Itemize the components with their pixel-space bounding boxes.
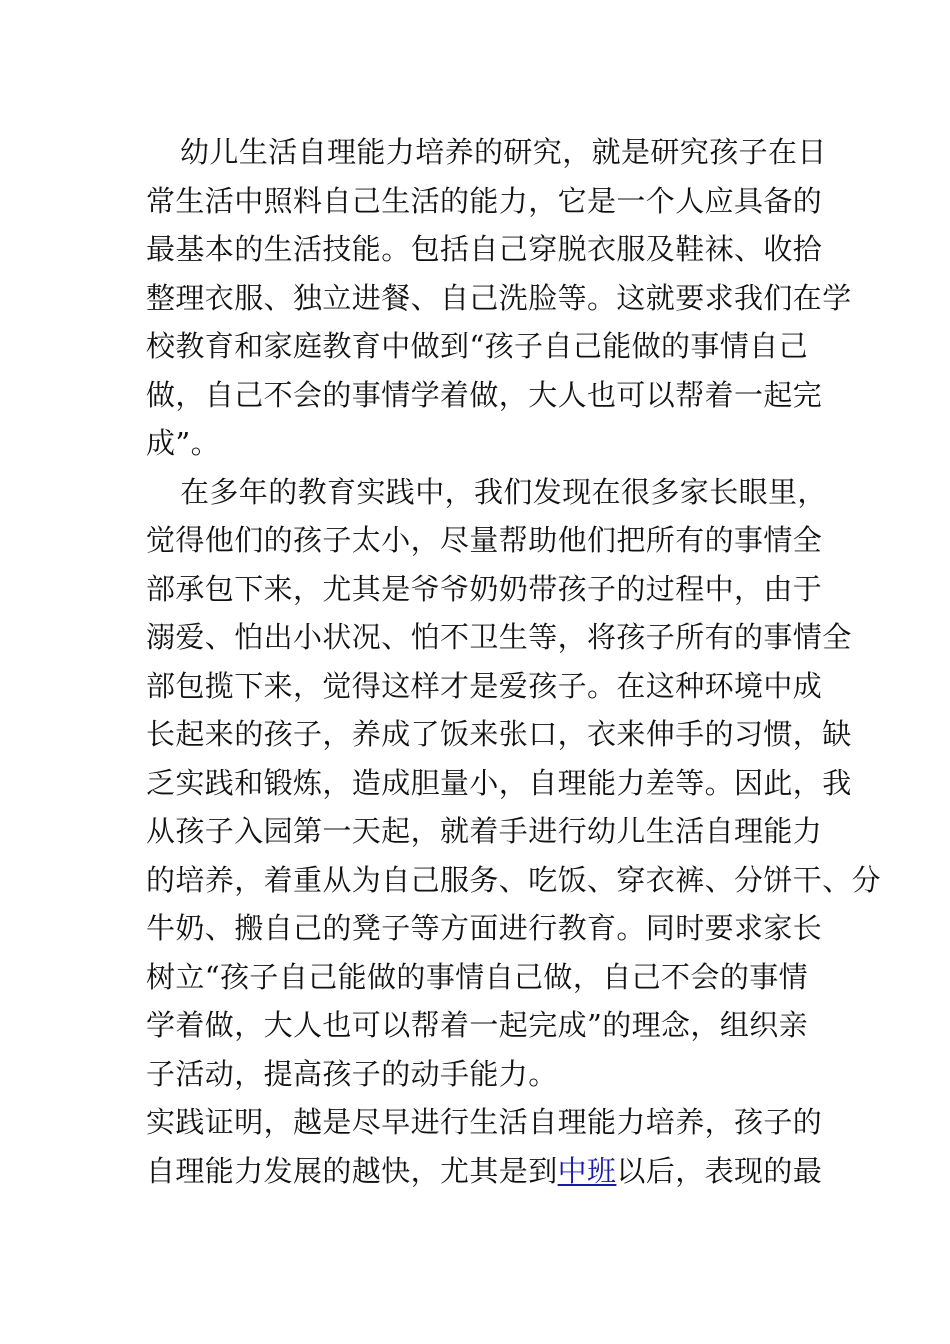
document-body xyxy=(146,128,882,1195)
text-line: 幼儿生活自理能力培养的研究，就是研究孩子在日 xyxy=(180,135,827,169)
text-line: 的培养，着重从为自己服务、吃饭、穿衣裤、分饼干、分 xyxy=(146,862,882,897)
text-line-with-link xyxy=(146,1147,823,1196)
text-line: 牛奶、搬自己的凳子等方面进行教育。同时要求家长 xyxy=(146,911,823,945)
text-line: 在多年的教育实践中，我们发现在很多家长眼里， xyxy=(180,474,827,509)
text-line: 部承包下来，尤其是爷爷奶奶带孩子的过程中，由于 xyxy=(146,571,823,606)
text-line: 子活动，提高孩子的动手能力。 xyxy=(146,1056,558,1091)
text-line: 实践证明，越是尽早进行生活自理能力培养，孩子的 xyxy=(146,1105,823,1139)
text-line: 长起来的孩子，养成了饭来张口，衣来伸手的习惯，缺 xyxy=(146,717,852,751)
text-line: 树立“孩子自己能做的事情自己做，自己不会的事情 xyxy=(146,959,809,994)
text-line: 最基本的生活技能。包括自己穿脱衣服及鞋袜、收拾 xyxy=(146,232,823,266)
hyperlink-zhongban[interactable]: 中班 xyxy=(557,1153,617,1188)
text-line: 常生活中照料自己生活的能力，它是一个人应具备的 xyxy=(146,183,823,218)
text-line: 校教育和家庭教育中做到“孩子自己能做的事情自己 xyxy=(146,329,809,363)
text-line: 做，自己不会的事情学着做，大人也可以帮着一起完 xyxy=(146,377,823,412)
text-line: 部包揽下来，觉得这样才是爱孩子。在这种环境中成 xyxy=(146,668,823,703)
text-line: 从孩子入园第一天起，就着手进行幼儿生活自理能力 xyxy=(146,814,823,848)
text-line: 学着做，大人也可以帮着一起完成”的理念，组织亲 xyxy=(146,1008,809,1042)
paragraph-3 xyxy=(146,1098,823,1195)
text-line: 溺爱、怕出小状况、怕不卫生等，将孩子所有的事情全 xyxy=(146,620,852,654)
text-segment: 自理能力发展的越快，尤其是到 xyxy=(146,1153,558,1188)
text-line: 乏实践和锻炼，造成胆量小，自理能力差等。因此，我 xyxy=(146,765,852,800)
paragraph-2 xyxy=(146,468,882,1099)
text-line: 成”。 xyxy=(146,426,221,460)
text-line: 整理衣服、独立进餐、自己洗脸等。这就要求我们在学 xyxy=(146,280,852,315)
text-segment: 以后，表现的最 xyxy=(616,1153,823,1188)
text-line: 觉得他们的孩子太小，尽量帮助他们把所有的事情全 xyxy=(146,523,823,557)
paragraph-1 xyxy=(146,128,852,468)
